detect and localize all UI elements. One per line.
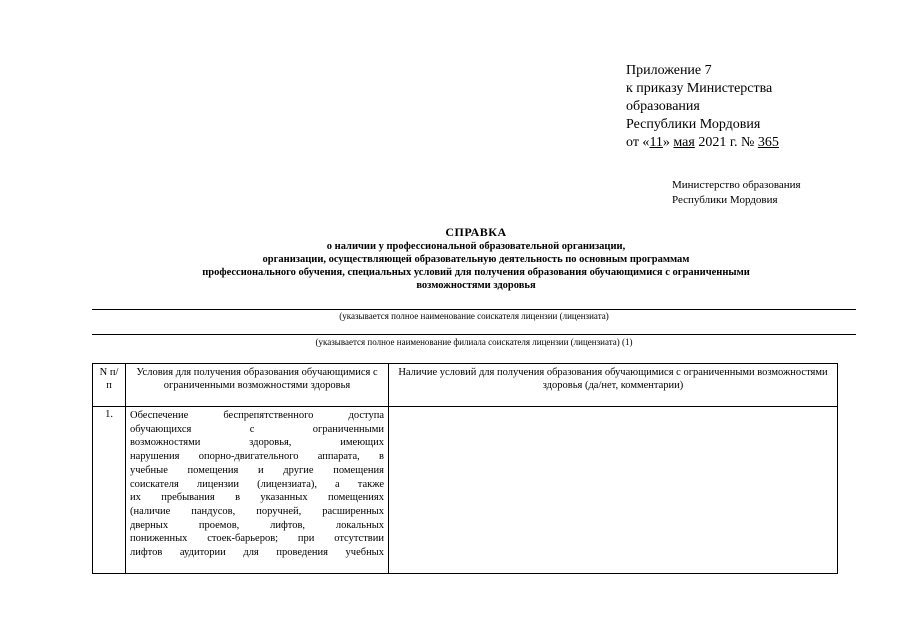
- text-line: (наличие пандусов, поручней, расширенных: [130, 505, 384, 517]
- table-header-row: [93, 364, 838, 407]
- licensee-name-field-line: [92, 309, 856, 310]
- date-day: 11: [649, 135, 663, 150]
- text-line: пониженных стоек-барьеров; при отсутствии: [130, 533, 384, 545]
- row-number: 1.: [93, 407, 126, 574]
- text-line: нарушения опорно-двигательного аппарата, в: [130, 451, 384, 463]
- header-conditions: Условия для получения образования обучающимися с ограниченными возможностями здоровья: [126, 364, 389, 407]
- date-year-suffix: 21: [712, 135, 727, 150]
- text-line: соискателя лицензии (лицензиата), а также: [130, 478, 384, 490]
- order-number: 365: [757, 135, 779, 150]
- appendix-line: Республики Мордовия: [626, 117, 761, 132]
- heading-line: профессионального обучения, специальных условий для получения образования обучающимися с ограниченными: [202, 267, 750, 278]
- date-separator: »: [662, 135, 674, 150]
- row-conditions: [126, 407, 389, 574]
- date-year-prefix: 20: [694, 135, 713, 150]
- date-number-label: г. №: [726, 135, 758, 150]
- document-title: СПРАВКА: [445, 225, 507, 239]
- date-month: мая: [673, 135, 695, 150]
- heading-line: о наличии у профессиональной образовательной организации,: [326, 241, 626, 252]
- text-line: обучающихся с ограниченными: [130, 423, 384, 435]
- addressee-block: [672, 178, 801, 208]
- table-row: [93, 407, 838, 574]
- text-line: лифтов аудитории для проведения учебных: [130, 547, 384, 559]
- heading-line: возможностями здоровья: [416, 280, 536, 291]
- appendix-line: к приказу Министерства: [626, 81, 773, 96]
- appendix-block: [626, 62, 779, 152]
- row-availability[interactable]: [389, 407, 838, 574]
- date-prefix: от «: [626, 135, 650, 150]
- order-date-line: [626, 134, 779, 152]
- branch-name-field-line: [92, 334, 856, 335]
- text-line: учебные помещения и другие помещения: [130, 464, 384, 476]
- licensee-name-caption: (указывается полное наименование соискателя лицензии (лицензиата): [339, 311, 609, 321]
- addressee-line: Республики Мордовия: [672, 194, 778, 206]
- addressee-line: Министерство образования: [672, 179, 801, 191]
- branch-name-caption: (указывается полное наименование филиала соискателя лицензии (лицензиата) (1): [315, 337, 633, 347]
- appendix-line: образования: [626, 99, 700, 114]
- heading-line: организации, осуществляющей образовательную деятельность по основным программам: [262, 254, 690, 265]
- conditions-table: [92, 363, 838, 574]
- document-heading: [96, 226, 856, 292]
- row-conditions-text: [130, 409, 384, 560]
- header-number: N п/п: [93, 364, 126, 407]
- text-line: их пребывания в указанных помещениях: [130, 492, 384, 504]
- text-line: возможностями здоровья, имеющих: [130, 437, 384, 449]
- header-availability: Наличие условий для получения образования обучающимися с ограниченными возможностями здоровья (да/нет, комментарии): [389, 364, 838, 407]
- appendix-line: Приложение 7: [626, 63, 712, 78]
- text-line: Обеспечение беспрепятственного доступа: [130, 410, 384, 421]
- text-line: дверных проемов, лифтов, локальных: [130, 519, 384, 531]
